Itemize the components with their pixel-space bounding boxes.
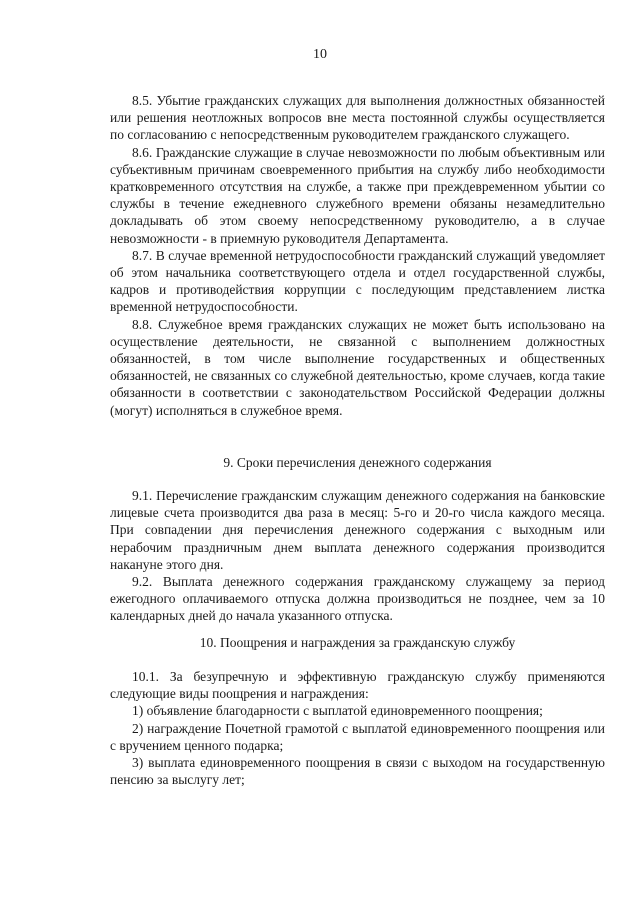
paragraph-8-5: 8.5. Убытие гражданских служащих для выполнения должностных обязанностей или решения неотложных вопросов вне места постоянной службы осуществляется по согласованию с непосредственным руководителем гражданского служащего. [110,93,605,143]
paragraph-8-6: 8.6. Гражданские служащие в случае невозможности по любым объективным или субъективным причинам своевременного прибытия на службу либо необходимости кратковременного отсутствия на службе, а также при преждевременном убытии со службы в течение ежедневного служебного времени обязаны незамедлительно докладывать об этом своему непосредственному руководителю, а в случае невозможности - в приемную руководителя Департамента. [110,144,605,246]
list-item: 3) выплата единовременного поощрения в связи с выходом на государственную пенсию за выслугу лет; [110,755,605,788]
section-8-block [110,92,605,419]
section-9-heading: 9. Сроки перечисления денежного содержания [223,455,492,470]
paragraph-9-2: 9.2. Выплата денежного содержания гражданскому служащему за период ежегодного оплачиваемого отпуска должна производиться не позднее, чем за 10 календарных дней до начала указанного отпуска. [110,574,605,624]
paragraph-10-1: 10.1. За безупречную и эффективную гражданскую службу применяются следующие виды поощрения и награждения: [110,669,605,702]
page-number: 10 [313,47,327,62]
section-9-heading-wrap [110,454,605,471]
paragraph-8-8: 8.8. Служебное время гражданских служащих не может быть использовано на осуществление деятельности, не связанной с выполнением должностных обязанностей, в том числе выполнение государственных и общественных обязанностей, не связанных со служебной деятельностью, кроме случаев, когда такие обязанности в соответствии с законодательством Российской Федерации должны (могут) исполняться в служебное время. [110,316,605,418]
list-item: 1) объявление благодарности с выплатой единовременного поощрения; [132,703,543,719]
list-item: 2) награждение Почетной грамотой с выплатой единовременного поощрения или с вручением ценного подарка; [110,720,605,753]
paragraph-9-1: 9.1. Перечисление гражданским служащим денежного содержания на банковские лицевые счета производится два раза в месяц: 5-го и 20-го числа каждого месяца. При совпадении дня перечисления денежного содержания с выходным или нерабочим праздничным днем выплата денежного содержания производится накануне этого дня. [110,488,605,572]
section-10-block [110,668,605,788]
section-10-heading-wrap [110,634,605,651]
section-10-heading: 10. Поощрения и награждения за гражданскую службу [199,635,516,650]
section-9-block [110,487,605,625]
paragraph-8-7: 8.7. В случае временной нетрудоспособности гражданский служащий уведомляет об этом начальника соответствующего отдела и отдел государственной службы, кадров и противодействия коррупции с последующим представлением листка временной нетрудоспособности. [110,247,605,315]
